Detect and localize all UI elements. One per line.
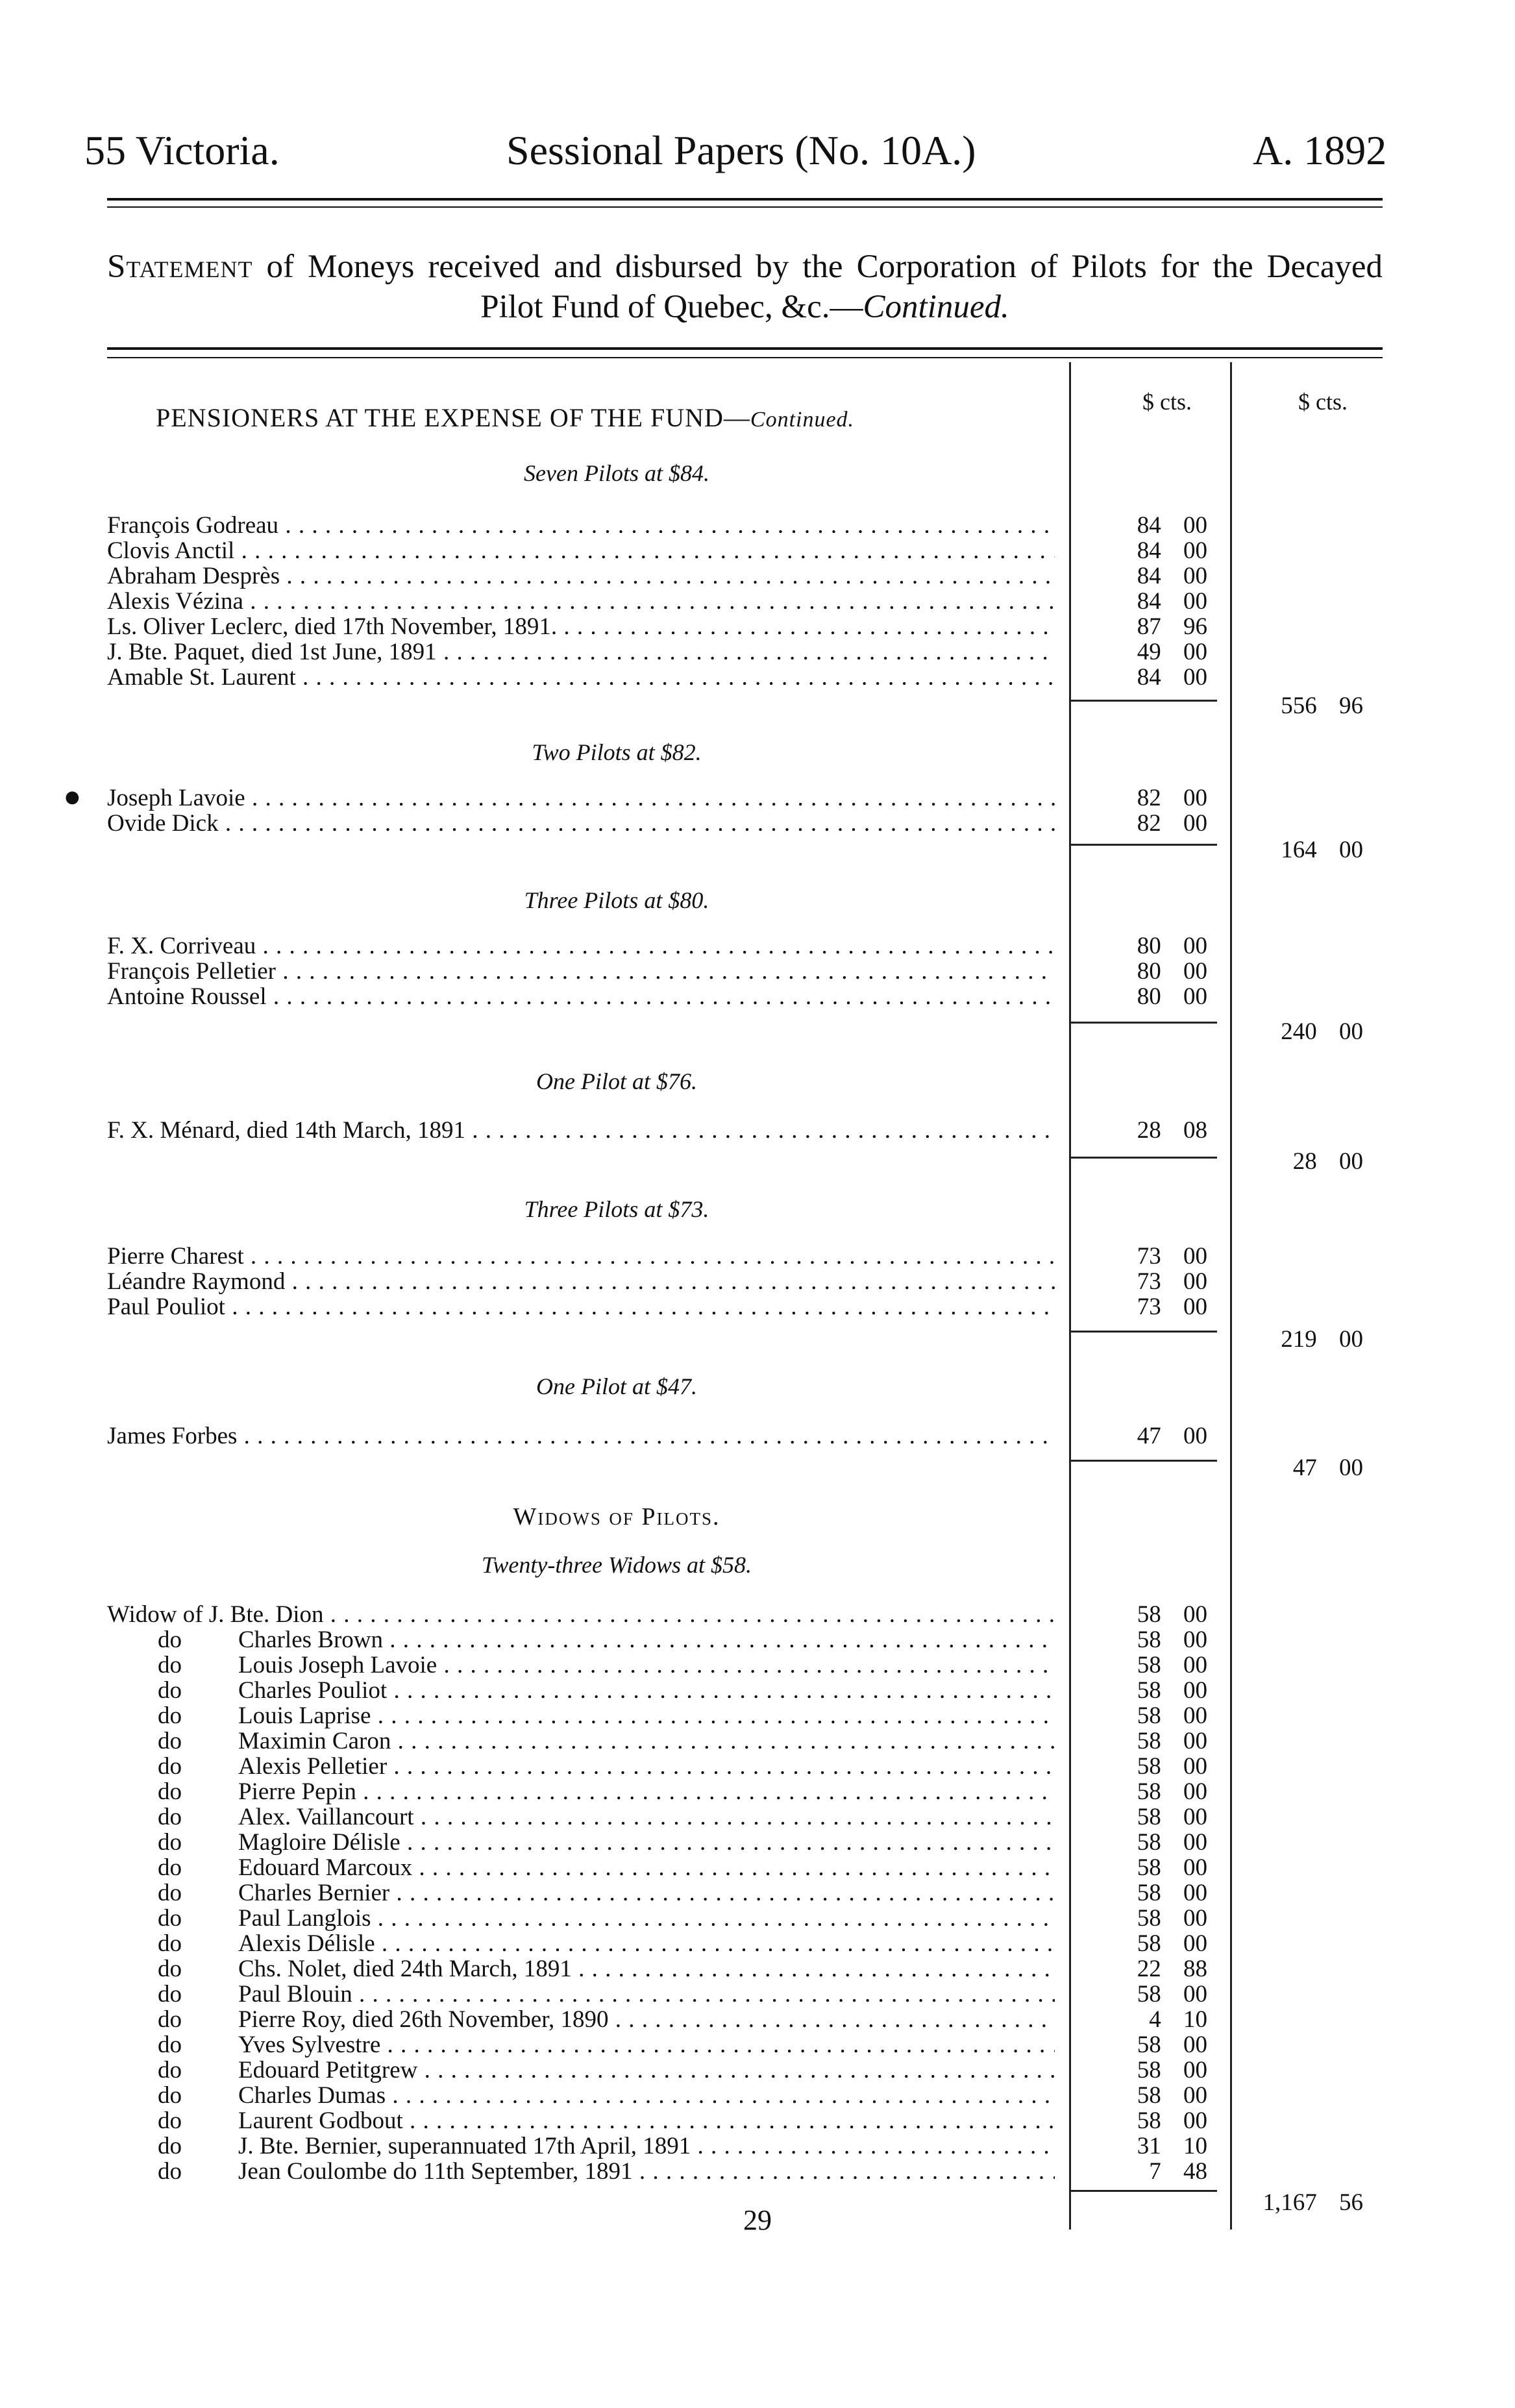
widow-row: do Charles Dumas . . . 58 00 [0,2083,1515,2108]
widow-row: do Paul Blouin . . . 58 00 [0,1982,1515,2007]
column-head-2: $ cts. [1298,389,1348,415]
subtotal-rule [1071,1460,1217,1462]
header-right: A. 1892 [1253,127,1387,173]
group-total: 47 00 [1292,1455,1363,1481]
pensioners-heading-text: PENSIONERS AT THE EXPENSE OF THE FUND— [156,403,750,432]
title-rule-thin [107,357,1383,358]
widow-row: do Jean Coulombe do 11th September, 1891 . . . 7 48 [0,2159,1515,2184]
widows-group-heading: Twenty-three Widows at $58. [482,1552,752,1578]
group-heading: One Pilot at $47. [536,1373,697,1399]
pension-row: Alexis Vézina . . . 84 00 [0,589,1515,614]
header-rule [107,198,1383,201]
widow-row: do Edouard Petitgrew . . . 58 00 [0,2058,1515,2083]
pension-row: James Forbes . . . 47 00 [0,1423,1515,1449]
widow-row: do Maximin Caron . . . 58 00 [0,1728,1515,1754]
widow-row: do Chs. Nolet, died 24th March, 1891 . . . 22 88 [0,1956,1515,1982]
pension-row: Paul Pouliot . . . 73 00 [0,1294,1515,1320]
title-rule [107,347,1383,350]
widow-row: do Alexis Délisle . . . 58 00 [0,1931,1515,1956]
header-left: 55 Victoria. [84,127,280,173]
pensioners-heading [156,402,854,433]
column-head-1: $ cts. [1142,389,1192,415]
group-heading: Seven Pilots at $84. [524,460,709,486]
widow-row: do Charles Brown . . . 58 00 [0,1627,1515,1652]
pension-row: F. X. Corriveau . . . 80 00 [0,933,1515,959]
group-heading: Two Pilots at $82. [532,739,702,765]
widow-row: do Yves Sylvestre . . . 58 00 [0,2032,1515,2058]
pension-row: Ovide Dick . . . 82 00 [0,811,1515,836]
group-heading: Three Pilots at $80. [524,887,709,913]
widow-row: do Louis Joseph Lavoie . . . 58 00 [0,1652,1515,1678]
widow-row: do Paul Langlois . . . 58 00 [0,1906,1515,1931]
pension-row: Pierre Charest . . . 73 00 [0,1244,1515,1269]
pension-row: François Pelletier . . . 80 00 [0,959,1515,984]
pension-row: François Godreau . . . 84 00 [0,513,1515,538]
group-total: 219 00 [1281,1326,1363,1353]
group-total: 28 00 [1292,1148,1363,1175]
subtotal-rule [1071,844,1217,846]
pension-row: J. Bte. Paquet, died 1st June, 1891 . . . 49 00 [0,639,1515,665]
widow-row: do Charles Pouliot . . . 58 00 [0,1678,1515,1703]
pension-row: Antoine Roussel . . . 80 00 [0,984,1515,1009]
widow-row: Widow of J. Bte. Dion . . . 58 00 [0,1602,1515,1627]
pension-row: Amable St. Laurent . . . 84 00 [0,665,1515,690]
group-heading: Three Pilots at $73. [524,1196,709,1222]
subtotal-rule [1071,700,1217,702]
pensioners-heading-continued: Continued. [750,408,855,432]
widow-row: do J. Bte. Bernier, superannuated 17th April, 1891 . . . 31 10 [0,2133,1515,2159]
page-number: 29 [743,2204,772,2236]
widow-row: do Laurent Godbout . . . 58 00 [0,2108,1515,2133]
subtotal-rule [1071,1331,1217,1333]
widow-row: do Charles Bernier . . . 58 00 [0,1880,1515,1906]
pension-row: Ls. Oliver Leclerc, died 17th November, 1891. . . . 87 96 [0,614,1515,639]
subtotal-rule [1071,1022,1217,1024]
header-rule-thin [107,206,1383,208]
title-text: of Moneys received and disbursed by the Corporation of Pilots for the Decayed Pilot Fund of Quebec, &c.— [266,249,1383,325]
widow-row: do Pierre Roy, died 26th November, 1890 . . . 4 10 [0,2007,1515,2032]
pension-row: Abraham Desprès . . . 84 00 [0,563,1515,589]
pension-row: F. X. Ménard, died 14th March, 1891 . . . 28 08 [0,1118,1515,1143]
widow-row: do Pierre Pepin . . . 58 00 [0,1779,1515,1804]
widow-row: do Magloire Délisle . . . 58 00 [0,1830,1515,1855]
group-total: 556 96 [1281,693,1363,719]
subtotal-rule [1071,2190,1217,2192]
widow-row: do Louis Laprise . . . 58 00 [0,1703,1515,1728]
group-heading: One Pilot at $76. [536,1068,697,1094]
header-center: Sessional Papers (No. 10A.) [506,127,976,173]
widow-row: do Edouard Marcoux . . . 58 00 [0,1855,1515,1880]
pension-row: Joseph Lavoie . . . 82 00 [0,785,1515,811]
widows-section-heading: Widows of Pilots. [513,1503,721,1530]
bullet-mark: ● [65,787,80,807]
pension-row: Léandre Raymond . . . 73 00 [0,1269,1515,1294]
pension-row: Clovis Anctil . . . 84 00 [0,538,1515,563]
widows-total: 1,167 56 [1262,2189,1363,2216]
group-total: 240 00 [1281,1018,1363,1045]
statement-title [107,247,1383,327]
group-total: 164 00 [1281,837,1363,863]
title-lead: Statement [107,249,253,285]
widow-row: do Alexis Pelletier . . . 58 00 [0,1754,1515,1779]
subtotal-rule [1071,1157,1217,1159]
widow-row: do Alex. Vaillancourt . . . 58 00 [0,1804,1515,1830]
title-continued: Continued. [863,289,1009,325]
